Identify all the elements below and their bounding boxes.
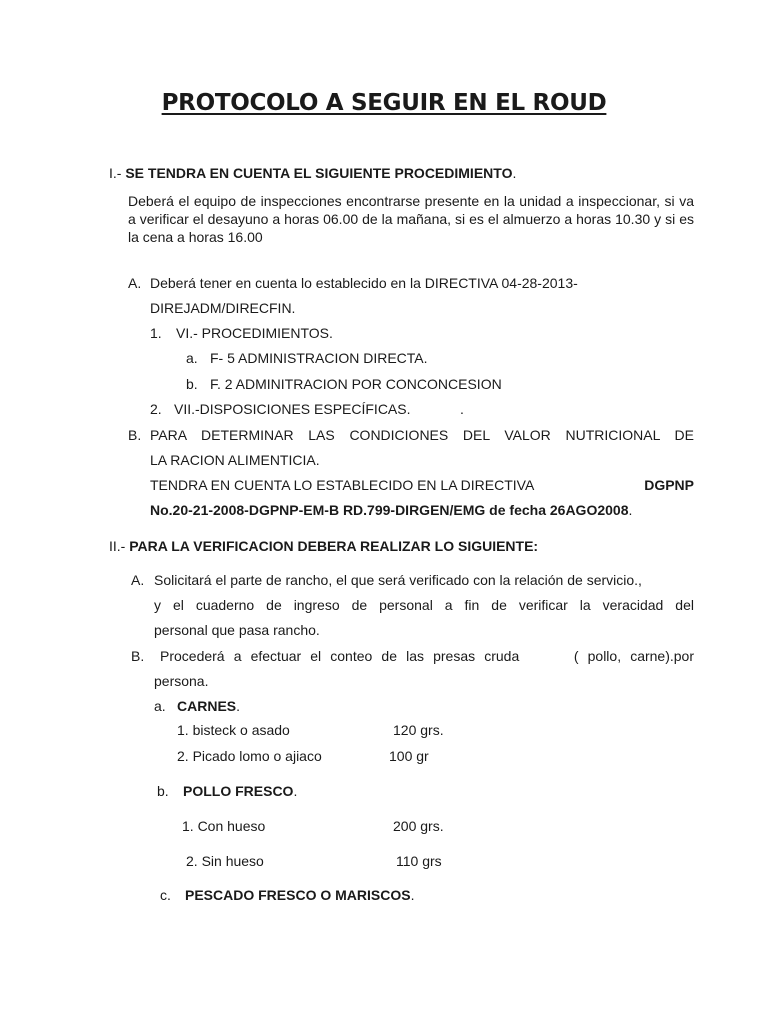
pescado-marker: c.	[160, 887, 171, 903]
section-1-B-line3-bold: DGPNP	[644, 477, 694, 493]
section-2-A-line1: Solicitará el parte de rancho, el que será verificado con la relación de servicio.,	[154, 572, 642, 588]
section-2-A-marker: A.	[131, 572, 145, 588]
section-2-A-line2: y el cuaderno de ingreso de personal a fin de verificar la veracidad del	[154, 597, 694, 613]
section-1-B-marker: B.	[128, 427, 142, 443]
section-1-A-item2-marker: 2.	[150, 401, 162, 417]
pollo-item-name: 2. Sin hueso	[186, 853, 264, 869]
section-2-title: PARA LA VERIFICACION DEBERA REALIZAR LO SIGUIENTE:	[129, 538, 539, 554]
section-2-B-line2: persona.	[154, 673, 209, 689]
section-1-number: I.-	[109, 165, 122, 181]
carnes-item-name: 1. bisteck o asado	[177, 722, 290, 738]
section-1-A-item2-tail: .	[460, 401, 464, 417]
directive-reference: No.20-21-2008-DGPNP-EM-B RD.799-DIRGEN/EMG de fecha 26AGO2008	[150, 502, 629, 518]
section-2-B-marker: B.	[131, 648, 145, 664]
section-1-A-item1-text: VI.- PROCEDIMIENTOS.	[176, 325, 333, 341]
section-2-B-line1: Procederá a efectuar el conteo de las presas cruda ( pollo, carne).por	[160, 648, 694, 664]
carnes-item-qty: 100 gr	[389, 748, 429, 764]
section-2-number: II.-	[109, 538, 126, 554]
section-1-title-tail: .	[512, 165, 517, 181]
directive-reference-tail: .	[628, 502, 633, 518]
pollo-item-name: 1. Con hueso	[182, 818, 266, 834]
pollo-item-qty: 110 grs	[396, 853, 442, 869]
section-2-A-line3: personal que pasa rancho.	[154, 622, 320, 638]
section-1-B-line1: PARA DETERMINAR LAS CONDICIONES DEL VALOR NUTRICIONAL DE	[150, 427, 694, 443]
section-1-title: SE TENDRA EN CUENTA EL SIGUIENTE PROCEDIMIENTO	[125, 165, 513, 181]
section-1-A-item1a-marker: a.	[186, 350, 198, 366]
carnes-marker: a.	[154, 698, 166, 714]
section-1-heading	[109, 164, 516, 182]
section-1-A-item1b-marker: b.	[186, 376, 198, 392]
section-2-heading	[109, 537, 538, 555]
carnes-item-name: 2. Picado lomo o ajiaco	[177, 748, 322, 764]
section-1-A-line2: DIREJADM/DIRECFIN.	[150, 300, 296, 316]
pescado-heading: PESCADO FRESCO O MARISCOS.	[185, 887, 415, 903]
section-1-A-marker: A.	[128, 275, 142, 291]
pollo-heading: POLLO FRESCO.	[183, 783, 298, 799]
carnes-heading: CARNES.	[177, 698, 241, 714]
section-1-paragraph: Deberá el equipo de inspecciones encontrarse presente en la unidad a inspeccionar, si va a verificar el desayuno a horas 06.00 de la mañana, si es el almuerzo a horas 10.30 y si es la cena a horas 16.00	[128, 193, 694, 245]
section-1-A-item1-marker: 1.	[150, 325, 162, 341]
page-title: PROTOCOLO A SEGUIR EN EL ROUD	[161, 90, 607, 116]
section-1-A-line1: Deberá tener en cuenta lo establecido en la DIRECTIVA 04-28-2013-	[150, 275, 578, 291]
section-1-A-item2-text: VII.-DISPOSICIONES ESPECÍFICAS.	[174, 401, 411, 417]
carnes-item-qty: 120 grs.	[393, 722, 444, 738]
section-1-B-line2: LA RACION ALIMENTICIA.	[150, 452, 320, 468]
pollo-item-qty: 200 grs.	[393, 818, 444, 834]
section-1-B-line4	[150, 501, 632, 519]
pollo-marker: b.	[157, 783, 169, 799]
section-1-B-line3-text: TENDRA EN CUENTA LO ESTABLECIDO EN LA DIRECTIVA	[150, 477, 535, 493]
section-1-A-item1b-text: F. 2 ADMINITRACION POR CONCONCESION	[210, 376, 502, 392]
section-1-A-item1a-text: F- 5 ADMINISTRACION DIRECTA.	[210, 350, 428, 366]
